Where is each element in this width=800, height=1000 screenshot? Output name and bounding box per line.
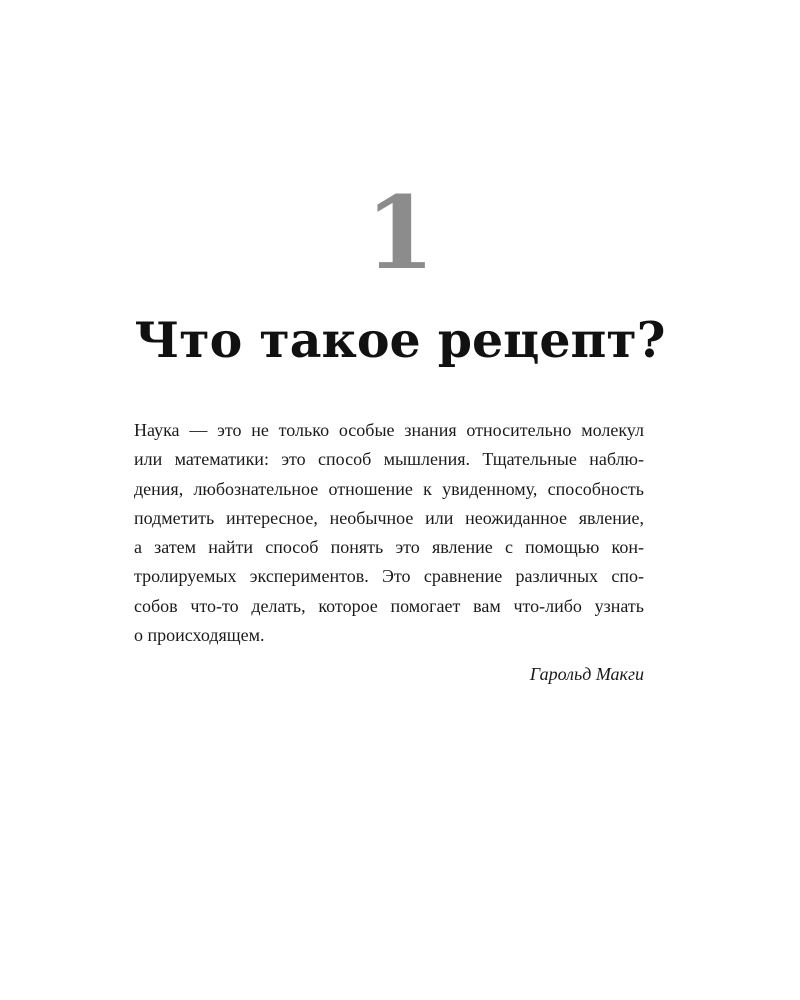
epigraph-line: собов что-то делать, которое помогает вам что-либо узнать: [134, 595, 644, 616]
epigraph-author: Гарольд Макги: [529, 664, 644, 685]
epigraph-text: [134, 416, 644, 650]
epigraph-line: или математики: это способ мышления. Тщательные наблю-: [134, 449, 644, 470]
chapter-number: 1: [365, 174, 435, 292]
epigraph-line: а затем найти способ понять это явление с помощью кон-: [134, 537, 644, 558]
chapter-title: Что такое рецепт?: [134, 311, 666, 369]
epigraph-line: Наука — это не только особые знания относительно молекул: [134, 420, 644, 440]
epigraph: [134, 416, 644, 686]
epigraph-line: о происходящем.: [134, 625, 265, 646]
epigraph-line: дения, любознательное отношение к увиденному, способность: [134, 478, 644, 499]
epigraph-line: тролируемых экспериментов. Это сравнение различных спо-: [134, 566, 644, 587]
epigraph-line: подметить интересное, необычное или неожиданное явление,: [134, 507, 644, 528]
